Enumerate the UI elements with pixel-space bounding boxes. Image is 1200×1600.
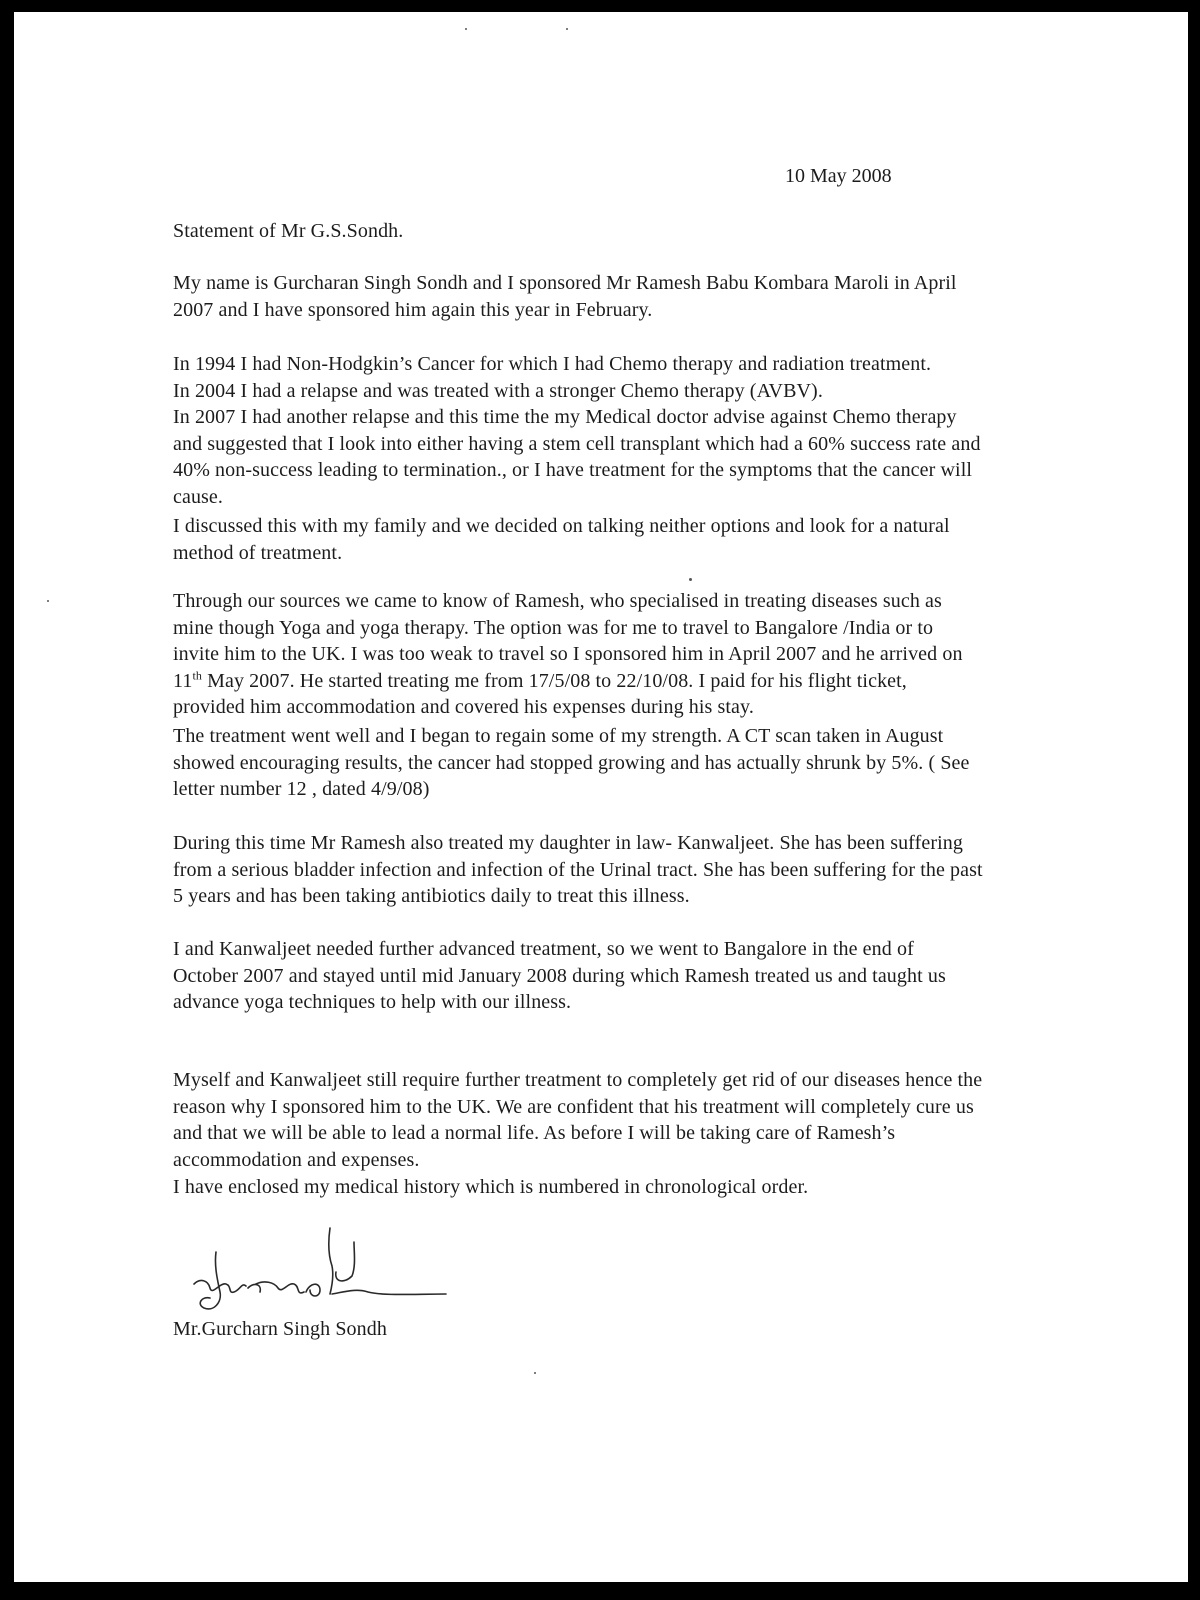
text-line: 5 years and has been taking antibiotics daily to treat this illness. xyxy=(173,885,690,907)
text-line: 2007 and I have sponsored him again this year in February. xyxy=(173,298,653,321)
paragraph-further-treatment xyxy=(173,1067,1093,1173)
text-line: mine though Yoga and yoga therapy. The option was for me to travel to Bangalore /India or to xyxy=(173,616,934,639)
text-line xyxy=(173,668,1093,695)
text-line: accommodation and expenses. xyxy=(173,1148,420,1171)
text-line: and that we will be able to lead a normal life. As before I will be taking care of Ramesh’s xyxy=(173,1122,896,1144)
letter-page xyxy=(14,12,1188,1582)
text-line: reason why I sponsored him to the UK. We are confident that his treatment will completely cure us xyxy=(173,1095,974,1118)
text-line: I discussed this with my family and we decided on talking neither options and look for a natural xyxy=(173,515,950,537)
text-line: invite him to the UK. I was too weak to travel so I sponsored him in April 2007 and he arrived on xyxy=(173,643,963,665)
letter-date: 10 May 2008 xyxy=(785,165,892,187)
text-line-rest: May 2007. He started treating me from 17/5/08 to 22/10/08. I paid for his flight ticket, xyxy=(207,669,907,692)
text-line: method of treatment. xyxy=(173,541,343,564)
text-line: My name is Gurcharan Singh Sondh and I sponsored Mr Ramesh Babu Kombara Maroli in April xyxy=(173,272,957,294)
paragraph-ramesh-treatment xyxy=(173,588,1093,721)
text-line: I and Kanwaljeet needed further advanced treatment, so we went to Bangalore in the end of xyxy=(173,938,914,960)
text-line: Myself and Kanwaljeet still require further treatment to completely get rid of our diseases hence the xyxy=(173,1069,983,1091)
signer-name: Mr.Gurcharn Singh Sondh xyxy=(173,1318,387,1340)
text-line: Through our sources we came to know of Ramesh, who specialised in treating diseases such as xyxy=(173,590,942,612)
paragraph-medical-history xyxy=(173,351,1093,510)
text-line: October 2007 and stayed until mid January 2008 during which Ramesh treated us and taught us xyxy=(173,964,946,987)
paragraph-bangalore-trip xyxy=(173,936,1093,1016)
paragraph-family-decision xyxy=(173,513,1093,566)
day-number: 11 xyxy=(173,669,193,692)
text-line: During this time Mr Ramesh also treated my daughter in law- Kanwaljeet. She has been suffering xyxy=(173,832,963,854)
text-line: advance yoga techniques to help with our illness. xyxy=(173,991,572,1013)
scan-speck xyxy=(566,28,568,30)
text-line: In 2007 I had another relapse and this time the my Medical doctor advise against Chemo therapy xyxy=(173,406,957,428)
scan-speck xyxy=(47,600,49,602)
text-line: letter number 12 , dated 4/9/08) xyxy=(173,778,430,800)
handwritten-signature xyxy=(184,1222,454,1317)
scan-speck xyxy=(534,1372,536,1374)
statement-heading: Statement of Mr G.S.Sondh. xyxy=(173,220,404,242)
text-line: In 2004 I had a relapse and was treated with a stronger Chemo therapy (AVBV). xyxy=(173,379,823,402)
paragraph-enclosure xyxy=(173,1174,1093,1201)
text-line: provided him accommodation and covered his expenses during his stay. xyxy=(173,696,754,718)
text-line: The treatment went well and I began to regain some of my strength. A CT scan taken in August xyxy=(173,725,944,747)
scan-speck xyxy=(689,578,692,581)
text-line: and suggested that I look into either having a stem cell transplant which had a 60% success rate and xyxy=(173,432,981,455)
text-line: showed encouraging results, the cancer had stopped growing and has actually shrunk by 5%. ( See xyxy=(173,751,970,774)
paragraph-kanwaljeet xyxy=(173,830,1093,910)
text-line: from a serious bladder infection and infection of the Urinal tract. She has been suffering for the past xyxy=(173,858,983,881)
paragraph-ct-scan xyxy=(173,723,1093,803)
text-line: In 1994 I had Non-Hodgkin’s Cancer for which I had Chemo therapy and radiation treatment. xyxy=(173,353,932,375)
ordinal-suffix: th xyxy=(192,667,203,682)
paragraph-sponsorship xyxy=(173,270,1093,323)
text-line: 40% non-success leading to termination., or I have treatment for the symptoms that the cancer will xyxy=(173,459,973,481)
text-line: I have enclosed my medical history which is numbered in chronological order. xyxy=(173,1176,809,1198)
text-line: cause. xyxy=(173,485,224,508)
scan-speck xyxy=(465,28,467,30)
